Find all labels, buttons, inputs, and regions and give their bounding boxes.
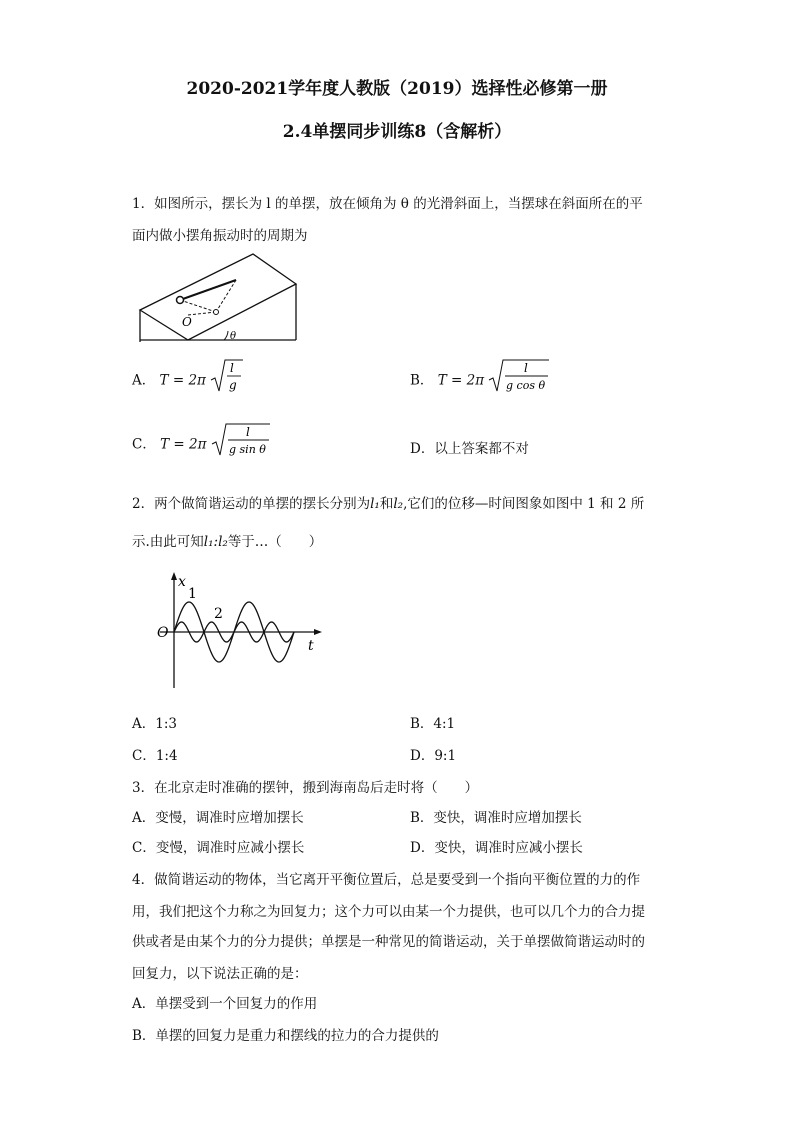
pendulum-bob — [177, 297, 184, 304]
q2-axis-x-label: x — [178, 574, 186, 590]
q1-option-b[interactable]: B． T = 2π l g cos θ — [410, 368, 550, 394]
q1-option-d[interactable]: D．以上答案都不对 — [410, 441, 529, 457]
svg-text:g: g — [229, 378, 237, 392]
q4-option-b[interactable]: B．单摆的回复力是重力和摆线的拉力的合力提供的 — [132, 1028, 439, 1044]
q4-text-line4: 回复力，以下说法正确的是： — [132, 966, 308, 982]
q1-fig-angle-label: θ — [230, 331, 237, 342]
q2-text-line2: 示.由此可知l₁:l₂等于…（ ） — [132, 534, 323, 550]
q2-axis-t-label: t — [308, 638, 314, 654]
q1-text-line1: 1．如图所示，摆长为 l 的单摆，放在倾角为 θ 的光滑斜面上，当摆球在斜面所在的平 — [132, 196, 643, 212]
svg-text:l: l — [524, 361, 529, 375]
q1-option-c[interactable]: C． T = 2π l g sin θ — [132, 432, 271, 458]
q2-text-line1: 2．两个做简谐运动的单摆的摆长分别为l₁和l₂,它们的位移—时间图象如图中 1 和 2 所 — [132, 496, 645, 512]
q4-text-line2: 用，我们把这个力称之为回复力；这个力可以由某一个力提供，也可以几个力的合力提 — [132, 904, 645, 920]
q2-option-a[interactable]: A．1:3 — [132, 716, 177, 732]
svg-text:l: l — [245, 425, 250, 439]
q1-incline-figure — [136, 252, 302, 346]
svg-text:g cos θ: g cos θ — [506, 379, 546, 392]
q3-option-a[interactable]: A．变慢，调准时应增加摆长 — [132, 810, 304, 826]
q2-option-b[interactable]: B．4:1 — [410, 716, 456, 732]
q2-option-c[interactable]: C．1:4 — [132, 748, 178, 764]
doc-title-line1: 2020-2021学年度人教版（2019）选择性必修第一册 — [186, 79, 608, 99]
q3-option-c[interactable]: C．变慢，调准时应减小摆长 — [132, 840, 305, 856]
q1-text-line2: 面内做小摆角振动时的周期为 — [132, 228, 308, 244]
q2-curve2-label: 2 — [214, 606, 223, 622]
svg-text:g sin θ: g sin θ — [228, 443, 266, 456]
q1-option-a[interactable]: A． T = 2π l g — [132, 368, 244, 394]
q1-fig-origin-label: O — [182, 315, 192, 329]
q4-text-line3: 供或者是由某个力的分力提供；单摆是一种常见的简谐运动，关于单摆做简谐运动时的 — [132, 934, 645, 950]
q2-curve1-label: 1 — [188, 586, 197, 602]
q3-option-d[interactable]: D．变快，调准时应减小摆长 — [410, 840, 583, 856]
q4-text-line1: 4．做简谐运动的物体，当它离开平衡位置后，总是要受到一个指向平衡位置的力的作 — [132, 872, 641, 888]
q3-text-line1: 3．在北京走时准确的摆钟，搬到海南岛后走时将（ ） — [132, 780, 479, 796]
svg-text:l: l — [230, 361, 235, 375]
doc-title-line2: 2.4单摆同步训练8（含解析） — [282, 122, 512, 142]
q2-option-d[interactable]: D．9:1 — [410, 748, 457, 764]
q2-displacement-time-graph — [150, 568, 326, 692]
q2-origin-label: O — [157, 625, 169, 641]
q4-option-a[interactable]: A．单摆受到一个回复力的作用 — [132, 996, 318, 1012]
q3-option-b[interactable]: B．变快，调准时应增加摆长 — [410, 810, 582, 826]
